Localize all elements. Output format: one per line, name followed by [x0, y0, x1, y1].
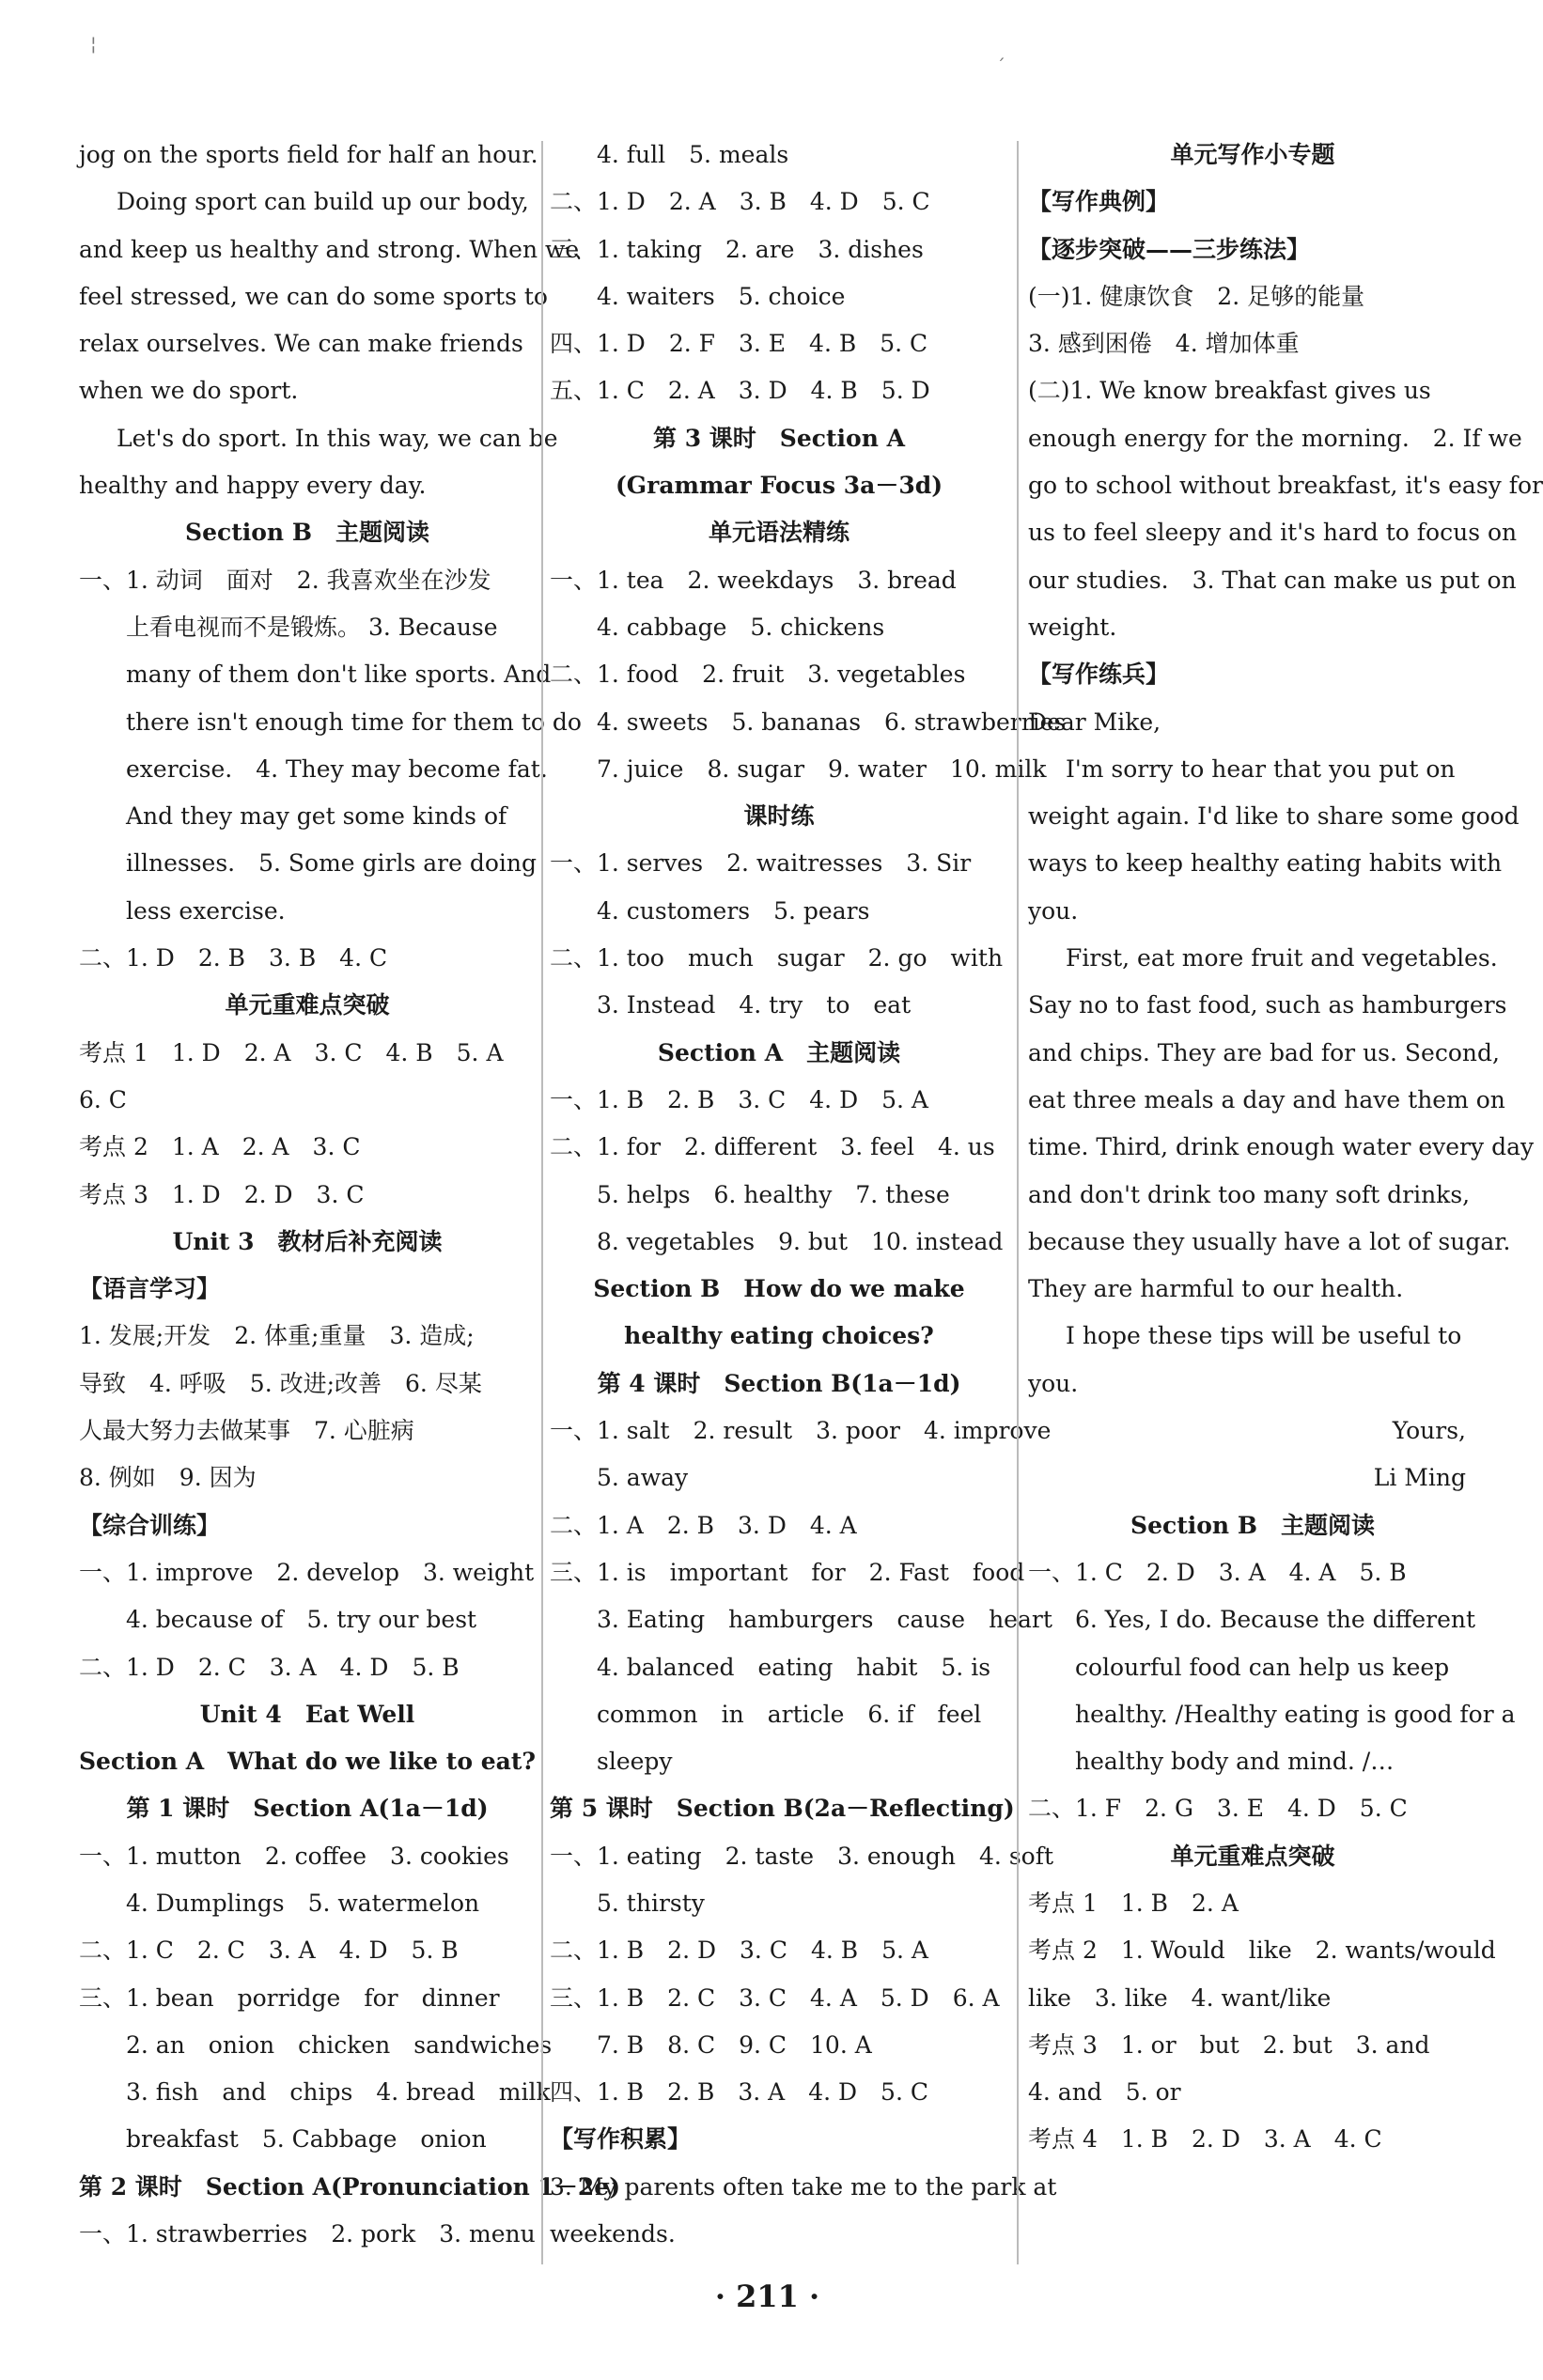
text-line: 考点 1 1. D 2. A 3. C 4. B 5. A — [79, 1038, 504, 1066]
text-line: 5. thirsty — [597, 1889, 705, 1917]
text-line: exercise. 4. They may become fat. — [126, 754, 548, 783]
text-line: (一)1. 健康饮食 2. 足够的能量 — [1028, 282, 1365, 310]
text-line: 二、1. C 2. C 3. A 4. D 5. B — [79, 1937, 459, 1965]
text-line: 一、1. serves 2. waitresses 3. Sir — [550, 849, 972, 878]
section-heading: Section B 主题阅读 — [185, 519, 429, 547]
text-line: our studies. 3. That can make us put on — [1028, 566, 1517, 594]
section-heading: 第 3 课时 Section A — [653, 424, 905, 452]
text-line: 三、1. is important for 2. Fast food — [550, 1558, 1025, 1586]
text-line: 二、1. D 2. A 3. B 4. D 5. C — [550, 188, 930, 216]
section-heading: 第 2 课时 Section A(Pronunciation 1－2e) — [79, 2172, 621, 2201]
text-line: 一、1. eating 2. taste 3. enough 4. soft — [550, 1842, 1053, 1870]
text-line: healthy body and mind. /… — [1075, 1748, 1395, 1776]
text-line: And they may get some kinds of — [126, 802, 507, 831]
text-line: 一、1. B 2. B 3. C 4. D 5. A — [550, 1085, 928, 1113]
text-line: 3. 感到困倦 4. 增加体重 — [1028, 330, 1300, 358]
text-line: 四、1. D 2. F 3. E 4. B 5. C — [550, 330, 928, 358]
text-line: 人最大努力去做某事 7. 心脏病 — [79, 1417, 414, 1445]
section-heading: 单元重难点突破 — [225, 991, 390, 1019]
column-right — [1028, 132, 1543, 2164]
text-line: 3. Instead 4. try to eat — [597, 991, 912, 1019]
text-line: jog on the sports field for half an hour. — [79, 141, 538, 168]
text-line: 考点 3 1. or but 2. but 3. and — [1028, 2030, 1430, 2059]
text-line: 二、1. too much sugar 2. go with — [550, 944, 1004, 972]
text-line: 四、1. B 2. B 3. A 4. D 5. C — [550, 2078, 928, 2107]
scan-mark: ´ — [996, 54, 1005, 77]
section-heading: Section A What do we like to eat? — [79, 1748, 537, 1776]
text-line: 上看电视而不是锻炼。 3. Because — [126, 613, 498, 641]
text-line: 5. away — [597, 1464, 689, 1492]
text-line: 8. vegetables 9. but 10. instead — [597, 1227, 1004, 1255]
text-line: 二、1. for 2. different 3. feel 4. us — [550, 1133, 995, 1161]
text-line: go to school without breakfast, it's easy for — [1028, 472, 1543, 500]
text-line: 导致 4. 呼吸 5. 改进;改善 6. 尽某 — [79, 1369, 482, 1397]
text-line: breakfast 5. Cabbage onion — [126, 2125, 487, 2154]
text-line: 一、1. C 2. D 3. A 4. A 5. B — [1028, 1558, 1407, 1586]
bracket-heading: 【写作练兵】 — [1028, 661, 1170, 689]
text-line: Say no to fast food, such as hamburgers — [1028, 991, 1507, 1019]
text-line: 考点 3 1. D 2. D 3. C — [79, 1180, 365, 1208]
text-line: 4. cabbage 5. chickens — [597, 613, 885, 641]
text-line: Let's do sport. In this way, we can be — [117, 424, 558, 452]
text-line: 1. 发展;开发 2. 体重;重量 3. 造成; — [79, 1322, 475, 1350]
section-heading: 第 4 课时 Section B(1a－1d) — [597, 1369, 961, 1397]
bracket-heading: 【写作典例】 — [1028, 188, 1170, 216]
text-line: and keep us healthy and strong. When we — [79, 235, 580, 263]
text-line: us to feel sleepy and it's hard to focus on — [1028, 519, 1518, 547]
text-line: time. Third, drink enough water every day — [1028, 1133, 1535, 1161]
text-line: 考点 2 1. Would like 2. wants/would — [1028, 1937, 1496, 1965]
text-line: 二、1. B 2. D 3. C 4. B 5. A — [550, 1937, 928, 1965]
text-line: I hope these tips will be useful to — [1066, 1322, 1462, 1350]
text-line: 二、1. D 2. B 3. B 4. C — [79, 944, 388, 972]
section-heading: Section B 主题阅读 — [1130, 1511, 1375, 1539]
text-line: enough energy for the morning. 2. If we — [1028, 424, 1522, 452]
section-heading: Section B How do we make — [593, 1275, 965, 1303]
text-line: 2. an onion chicken sandwiches — [126, 2030, 553, 2059]
text-line: First, eat more fruit and vegetables. — [1066, 944, 1498, 972]
text-line: 三、1. B 2. C 3. C 4. A 5. D 6. A — [550, 1983, 1000, 2012]
section-heading: 单元写作小专题 — [1170, 141, 1335, 168]
bracket-heading: 【语言学习】 — [79, 1275, 221, 1303]
text-line: 3. fish and chips 4. bread milk — [126, 2078, 551, 2107]
text-line: 二、1. food 2. fruit 3. vegetables — [550, 661, 966, 689]
text-line: 考点 1 1. B 2. A — [1028, 1889, 1239, 1917]
text-line: and don't drink too many soft drinks, — [1028, 1180, 1471, 1208]
text-line: 3. My parents often take me to the park at — [550, 2172, 1057, 2201]
text-line: 三、1. bean porridge for dinner — [79, 1983, 500, 2012]
text-line: many of them don't like sports. And — [126, 661, 552, 689]
text-line: 一、1. salt 2. result 3. poor 4. improve — [550, 1417, 1052, 1445]
scan-mark: ¦ — [90, 32, 97, 54]
text-line: weekends. — [550, 2220, 676, 2248]
text-line: 一、1. improve 2. develop 3. weight — [79, 1558, 535, 1586]
text-line: relax ourselves. We can make friends — [79, 330, 523, 358]
text-line: 8. 例如 9. 因为 — [79, 1464, 257, 1492]
text-line: colourful food can help us keep — [1075, 1653, 1450, 1681]
text-line: They are harmful to our health. — [1028, 1275, 1404, 1303]
section-heading: 单元重难点突破 — [1170, 1842, 1335, 1870]
section-heading: 第 1 课时 Section A(1a－1d) — [126, 1795, 489, 1823]
text-line: Doing sport can build up our body, — [117, 188, 529, 216]
text-line: there isn't enough time for them to do — [126, 708, 582, 736]
text-line: you. — [1028, 896, 1079, 925]
text-line: 5. helps 6. healthy 7. these — [597, 1180, 950, 1208]
text-line: 4. Dumplings 5. watermelon — [126, 1889, 480, 1917]
text-line: 6. C — [79, 1085, 127, 1113]
section-heading: (Grammar Focus 3a－3d) — [615, 472, 943, 500]
section-heading: 单元语法精练 — [708, 519, 849, 547]
section-heading: 课时练 — [743, 802, 815, 831]
text-line: Li Ming — [1373, 1464, 1466, 1492]
bracket-heading: 【综合训练】 — [79, 1511, 221, 1539]
section-heading: Unit 4 Eat Well — [199, 1700, 415, 1728]
text-line: I'm sorry to hear that you put on — [1066, 754, 1456, 783]
text-line: Yours, — [1392, 1417, 1466, 1445]
text-line: 4. full 5. meals — [597, 141, 789, 168]
column-divider — [541, 141, 543, 2264]
section-heading: Unit 3 教材后补充阅读 — [172, 1227, 443, 1255]
text-line: when we do sport. — [79, 377, 299, 405]
text-line: 一、1. tea 2. weekdays 3. bread — [550, 566, 957, 594]
text-line: less exercise. — [126, 896, 286, 925]
text-line: 3. Eating hamburgers cause heart — [597, 1606, 1052, 1634]
text-line: 一、1. 动词 面对 2. 我喜欢坐在沙发 — [79, 566, 491, 594]
text-line: 4. balanced eating habit 5. is — [597, 1653, 991, 1681]
text-line: ways to keep healthy eating habits with — [1028, 849, 1503, 878]
bracket-heading: 【逐步突破——三步练法】 — [1028, 235, 1311, 263]
text-line: and chips. They are bad for us. Second, — [1028, 1038, 1500, 1066]
text-line: common in article 6. if feel — [597, 1700, 982, 1728]
text-line: feel stressed, we can do some sports to — [79, 282, 548, 310]
text-line: (二)1. We know breakfast gives us — [1028, 377, 1431, 405]
text-line: 五、1. C 2. A 3. D 4. B 5. D — [550, 377, 930, 405]
section-heading: 第 5 课时 Section B(2a－Reflecting) — [550, 1795, 1015, 1823]
column-divider — [1017, 141, 1019, 2264]
page-number: · 211 · — [714, 2279, 820, 2314]
text-line: because they usually have a lot of sugar. — [1028, 1227, 1511, 1255]
section-heading: healthy eating choices? — [624, 1322, 934, 1350]
text-line: you. — [1028, 1369, 1079, 1397]
text-line: 4. because of 5. try our best — [126, 1606, 477, 1634]
text-line: illnesses. 5. Some girls are doing — [126, 849, 538, 878]
text-line: Dear Mike, — [1028, 708, 1161, 736]
text-line: 二、1. A 2. B 3. D 4. A — [550, 1511, 857, 1539]
text-line: 4. sweets 5. bananas 6. strawberries — [597, 708, 1067, 736]
text-line: 考点 2 1. A 2. A 3. C — [79, 1133, 361, 1161]
text-line: 考点 4 1. B 2. D 3. A 4. C — [1028, 2125, 1382, 2154]
text-line: weight again. I'd like to share some good — [1028, 802, 1520, 831]
text-line: 7. juice 8. sugar 9. water 10. milk — [597, 754, 1047, 783]
text-line: 4. customers 5. pears — [597, 896, 870, 925]
text-line: sleepy — [597, 1748, 673, 1776]
text-line: 6. Yes, I do. Because the different — [1075, 1606, 1476, 1634]
section-heading: Section A 主题阅读 — [657, 1038, 901, 1066]
text-line: like 3. like 4. want/like — [1028, 1983, 1332, 2012]
text-line: eat three meals a day and have them on — [1028, 1085, 1505, 1113]
text-line: weight. — [1028, 613, 1117, 641]
text-line: healthy and happy every day. — [79, 472, 427, 500]
text-line: 一、1. strawberries 2. pork 3. menu — [79, 2220, 536, 2248]
text-line: 二、1. D 2. C 3. A 4. D 5. B — [79, 1653, 460, 1681]
text-line: 4. waiters 5. choice — [597, 282, 846, 310]
text-line: 4. and 5. or — [1028, 2078, 1181, 2107]
text-line: 7. B 8. C 9. C 10. A — [597, 2030, 872, 2059]
text-line: 三、1. taking 2. are 3. dishes — [550, 235, 924, 263]
text-line: 二、1. F 2. G 3. E 4. D 5. C — [1028, 1795, 1408, 1823]
text-line: healthy. /Healthy eating is good for a — [1075, 1700, 1516, 1728]
text-line: 一、1. mutton 2. coffee 3. cookies — [79, 1842, 509, 1870]
bracket-heading: 【写作积累】 — [550, 2125, 692, 2154]
